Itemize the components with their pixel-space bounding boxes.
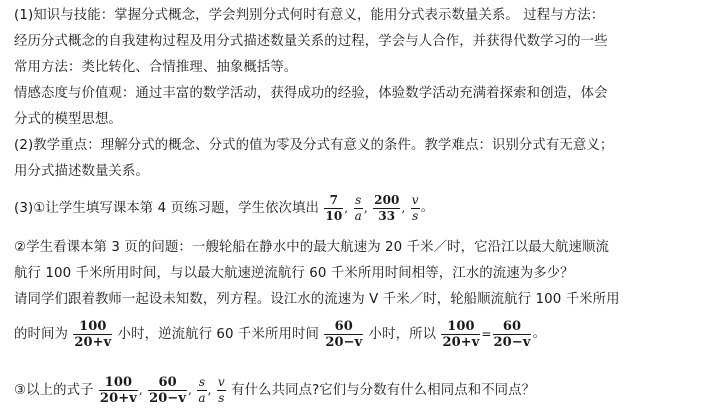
fraction-denominator: 20+v	[99, 390, 137, 406]
objectives-line-1: (1)知识与技能：掌握分式概念，学会判别分式何时有意义，能用分式表示数量关系。 过程与方法：	[14, 8, 605, 23]
fraction-numerator: 100	[79, 318, 107, 334]
comparison-question: 有什么共同点?它们与分数有什么相同点和不同点？	[231, 383, 536, 398]
fraction-s-a	[354, 194, 363, 223]
exercise-intro: (3)①让学生填写课本第 4 页练习题，学生依次填出	[14, 201, 320, 216]
problem-line-4	[14, 316, 546, 353]
fraction-numerator: 60	[158, 374, 177, 390]
period: 。	[532, 326, 546, 341]
comma: ,	[138, 383, 143, 397]
fraction-7-10	[324, 194, 343, 223]
problem-line-2: 航行 100 千米所用时间，与以最大航速逆流航行 60 千米所用时间相等，江水的流速为多少？	[14, 266, 574, 281]
fraction-numerator: s	[198, 374, 206, 389]
problem-text-a: 的时间为	[14, 327, 68, 342]
fraction-100-20plusv	[99, 376, 138, 405]
fraction-100-20plusv	[73, 320, 112, 349]
fraction-denominator: 20+v	[442, 334, 480, 350]
problem-line-1: ②学生看课本第 3 页的问题：一艘轮船在静水中的最大航速为 20 千米／时，它沿江以最大航速顺流	[14, 240, 610, 255]
objectives-line-4: 情感态度与价值观：通过丰富的数学活动，获得成功的经验，体验数学活动充满着探索和创造，体会	[14, 86, 608, 101]
fraction-numerator: 200	[374, 192, 400, 207]
comma: ,	[207, 383, 212, 397]
comparison-intro: ③以上的式子	[14, 383, 94, 398]
comma: ,	[344, 201, 349, 215]
fraction-denominator: 10	[325, 208, 343, 223]
fraction-numerator: 100	[104, 374, 133, 390]
fraction-numerator: s	[355, 192, 362, 207]
fraction-denominator: 20+v	[74, 334, 112, 350]
fraction-denominator: s	[412, 208, 419, 223]
fraction-denominator: 20−v	[325, 334, 363, 350]
fraction-denominator: a	[354, 208, 362, 223]
comma: ,	[188, 383, 192, 397]
fraction-numerator: 7	[329, 192, 339, 207]
fraction-numerator: v	[411, 192, 419, 207]
fraction-denominator: 33	[378, 208, 396, 223]
equation-left-fraction	[441, 320, 480, 349]
problem-text-b: 小时，逆流航行 60 千米所用时间	[117, 327, 319, 342]
fraction-60-20minusv	[148, 376, 187, 405]
fraction-s-a	[197, 376, 206, 405]
fraction-denominator: 20−v	[149, 390, 187, 406]
fraction-numerator: v	[217, 374, 225, 389]
objectives-line-3: 常用方法：类比转化、合情推理、抽象概括等。	[14, 60, 298, 75]
period: 。	[420, 200, 435, 215]
objectives-line-2: 经历分式概念的自我建构过程及用分式描述数量关系的过程，学会与人合作，并获得代数学习的一些	[14, 34, 608, 49]
fraction-v-s	[411, 194, 420, 223]
problem-line-3: 请同学们跟着教师一起设未知数，列方程。设江水的流速为 V 千米／时，轮船顺流航行 100 千米所用	[14, 292, 620, 307]
fraction-denominator: s	[218, 390, 225, 405]
key-points-line-2: 用分式描述数量关系。	[14, 164, 149, 179]
fraction-numerator: 60	[334, 318, 353, 334]
fraction-denominator: 20−v	[493, 334, 531, 350]
fraction-numerator: 100	[447, 318, 475, 334]
objectives-line-5: 分式的模型思想。	[14, 112, 122, 127]
fraction-numerator: 60	[502, 318, 522, 334]
equation-right-fraction	[493, 320, 532, 349]
equals-sign: =	[481, 327, 492, 341]
comma: ,	[401, 201, 406, 215]
key-points-line-1: (2)教学重点：理解分式的概念、分式的值为零及分式有意义的条件。教学难点：识别分式有无意义；	[14, 138, 614, 153]
problem-text-c: 小时，所以	[368, 327, 437, 342]
exercise-line	[14, 190, 434, 227]
fraction-denominator: a	[198, 390, 206, 405]
fraction-60-20minusv	[324, 320, 363, 349]
comma: ,	[363, 201, 368, 215]
comparison-line	[14, 372, 535, 409]
fraction-v-s	[217, 376, 226, 405]
fraction-200-33	[373, 194, 400, 223]
